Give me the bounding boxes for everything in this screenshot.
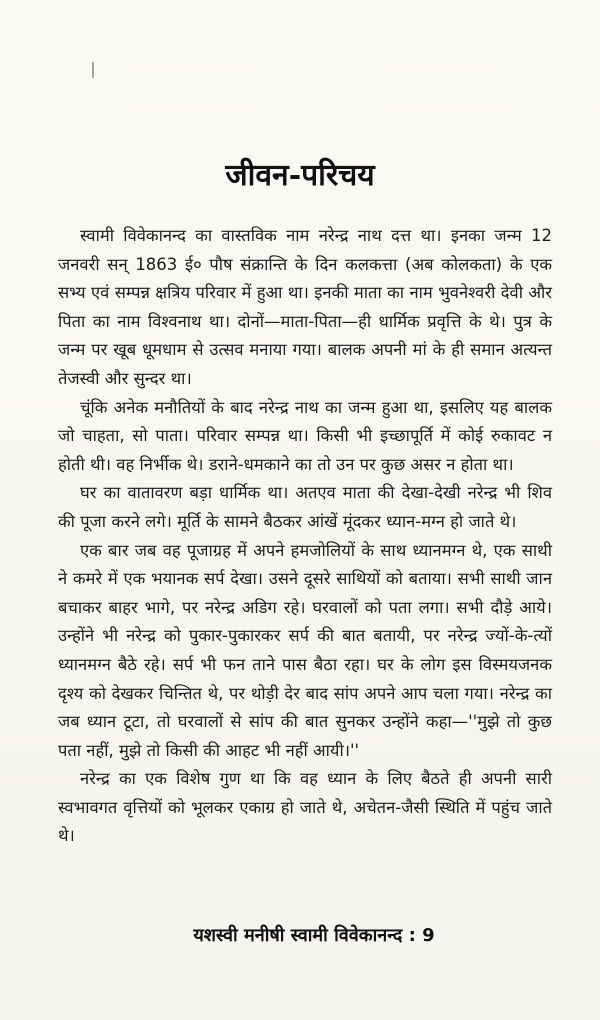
body-text — [58, 222, 552, 851]
paragraph-5: नरेन्द्र का एक विशेष गुण था कि वह ध्यान के लिए बैठते ही अपनी सारी स्वभावगत वृत्तियों को भूलकर एकाग्र हो जाते थे, अचेतन-जैसी स्थिति में पहुंच जाते थे। — [58, 769, 552, 846]
paragraph-2: चूंकि अनेक मनौतियों के बाद नरेन्द्र नाथ का जन्म हुआ था, इसलिए यह बालक जो चाहता, सो पाता। परिवार सम्पन्न था। किसी भी इच्छापूर्ति में कोई रुकावट न होती थी। वह निर्भीक थे। डराने-धमकाने का तो उन पर कुछ असर न होता था। — [58, 397, 552, 474]
paragraph-4: एक बार जब वह पूजाग्रह में अपने हमजोलियों के साथ ध्यानमग्न थे, एक साथी ने कमरे में एक भयानक सर्प देखा। उसने दूसरे साथियों को बताया। सभी साथी जान बचाकर बाहर भागे, पर नरेन्द्र अडिग रहे। घरवालों को पता लगा। सभी दौड़े आये। उन्होंने भी नरेन्द्र को पुकार-पुकारकर सर्प की बात बतायी, पर नरेन्द्र ज्यों-के-त्यों ध्यानमग्न बैठे रहे। सर्प भी फन ताने पास बैठा रहा। घर के लोग इस विस्मयजनक दृश्य को देखकर चिन्तित थे, पर थोड़ी देर बाद सांप अपने आप चला गया। नरेन्द्र का जब ध्यान टूटा, तो घरवालों से सांप की बात सुनकर उन्होंने कहा—''मुझे तो कुछ पता नहीं, मुझे तो किसी की आहट भी नहीं आयी।'' — [58, 540, 552, 760]
paragraph-3: घर का वातावरण बड़ा धार्मिक था। अतएव माता की देखा-देखी नरेन्द्र भी शिव की पूजा करने लगे। मूर्ति के सामने बैठकर आंखें मूंदकर ध्यान-मग्न हो जाते थे। — [58, 483, 552, 531]
stray-pen-mark — [92, 62, 94, 78]
page-footer: यशस्वी मनीषी स्वामी विवेकानन्द : 9 — [193, 925, 435, 946]
chapter-title: जीवन-परिचय — [225, 158, 375, 193]
paragraph-1: स्वामी विवेकानन्द का वास्तविक नाम नरेन्द्र नाथ दत्त था। इनका जन्म 12 जनवरी सन् 1863 ई० पौष संक्रान्ति के दिन कलकत्ता (अब कोलकता) के एक सभ्य एवं सम्पन्न क्षत्रिय परिवार में हुआ था। इनकी माता का नाम भुवनेश्वरी देवी और पिता का नाम विश्वनाथ था। दोनों—माता-पिता—ही धार्मिक प्रवृत्ति के थे। पुत्र के जन्म पर खूब धूमधाम से उत्सव मनाया गया। बालक अपनी मां के ही समान अत्यन्त तेजस्वी और सुन्दर था। — [58, 226, 552, 388]
